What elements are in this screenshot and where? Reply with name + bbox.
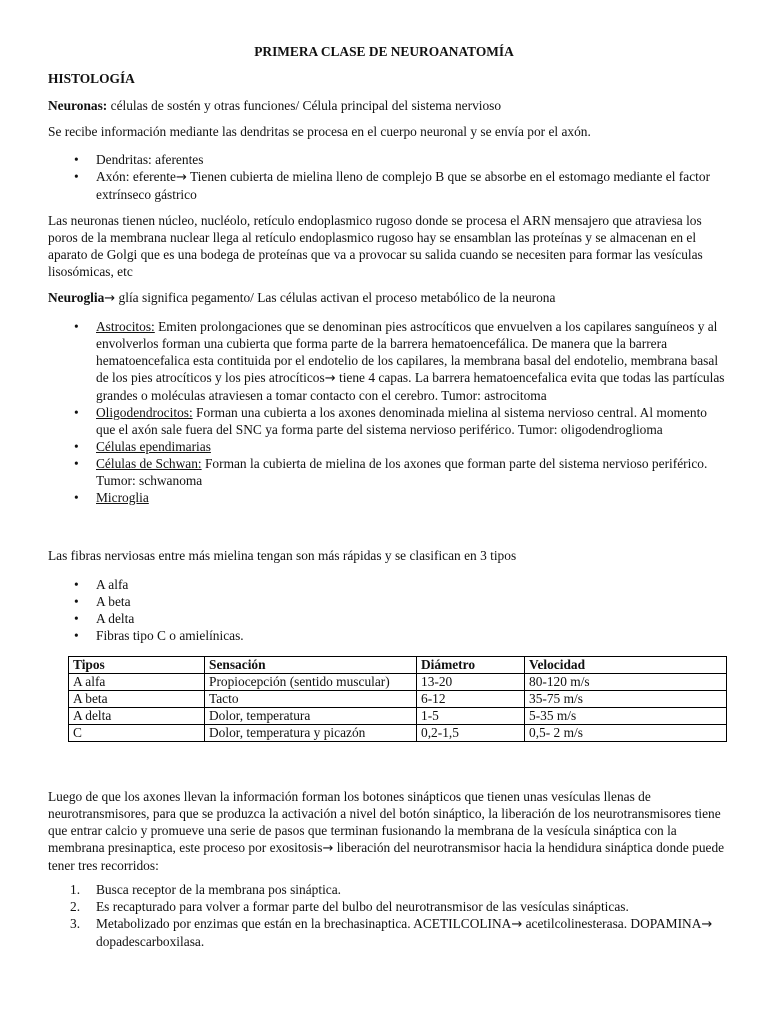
arrow-icon: →	[175, 170, 187, 185]
list-item	[48, 593, 728, 610]
neuronas-label: Neuronas:	[48, 98, 108, 113]
dendritas-text: Dendritas: aferentes	[96, 152, 204, 167]
paragraph-4	[48, 788, 728, 874]
recorrido-text: Metabolizado por enzimas que están en la brechasinaptica. ACETILCOLINA	[96, 916, 512, 931]
list-item	[48, 576, 728, 593]
table-cell: Tacto	[205, 691, 417, 708]
recorrido-text-cont: acetilcolinesterasa. DOPAMINA	[522, 916, 702, 931]
table-cell: 80-120 m/s	[525, 674, 727, 691]
neuronas-line	[48, 97, 728, 114]
glia-bullet-list	[48, 318, 728, 506]
table-cell: 13-20	[417, 674, 525, 691]
table-cell: 1-5	[417, 708, 525, 725]
recorridos-list	[48, 881, 728, 950]
table-cell: 0,5- 2 m/s	[525, 725, 727, 742]
neuronas-text: células de sostén y otras funciones/ Célula principal del sistema nervioso	[107, 98, 502, 113]
oligo-label: Oligodendrocitos:	[96, 405, 193, 420]
bullet-icon: •	[74, 319, 79, 334]
table-cell: Dolor, temperatura y picazón	[205, 725, 417, 742]
oligo-text: Forman una cubierta a los axones denominada mielina al sistema nervioso central. Al momento que el axón sale fuera del SNC ya forma parte del sistema nervioso periférico. Tumor: oligodendroglioma	[96, 405, 707, 437]
fibra-text: Fibras tipo C o amielínicas.	[96, 628, 244, 643]
paragraph-2: Las neuronas tienen núcleo, nucléolo, retículo endoplasmico rugoso donde se procesa el ARN mensajero que atraviesa los poros de la membrana nuclear llega al retículo endoplasmico rugoso hay se ensamblan las proteínas y se almacenan en el aparato de Golgi que es una bodega de proteínas que va a provocar su salida cuando se necesiten para formar las vesículas lisosómicas, etc	[48, 213, 703, 279]
list-item	[48, 151, 728, 168]
list-item	[48, 898, 728, 915]
table-cell: Propiocepción (sentido muscular)	[205, 674, 417, 691]
fibra-text: A delta	[96, 611, 135, 626]
list-number: 3.	[70, 916, 81, 931]
paragraph-1: Se recibe información mediante las dendritas se procesa en el cuerpo neuronal y se envía por el axón.	[48, 124, 591, 139]
list-item	[48, 318, 728, 404]
arrow-icon: →	[104, 291, 116, 306]
list-item	[48, 610, 728, 627]
table-cell: 35-75 m/s	[525, 691, 727, 708]
astrocitos-text: Emiten prolongaciones que se denominan pies astrocíticos que envuelven a los capilares sanguíneos y al envolverlos forman una cubierta que forma parte de la barrera hematoencefálica. De manera que la barrera hematoencefalica esta contituida por el endotelio de los capilares, la membrana basal del endotelio, membrana basal de los pies atrocíticos y los pies atrocíticos	[96, 319, 719, 385]
bullet-icon: •	[74, 594, 79, 609]
table-cell: A alfa	[69, 674, 205, 691]
table-header: Sensación	[205, 657, 417, 674]
table-cell: 6-12	[417, 691, 525, 708]
list-item	[48, 404, 728, 438]
fibras-list	[48, 576, 728, 644]
table-cell: A beta	[69, 691, 205, 708]
axon-text-cont: Tienen cubierta de mielina lleno de complejo B que se absorbe en el estomago mediante el factor extrínseco gástrico	[96, 169, 711, 202]
ependimarias-label: Células ependimarias	[96, 439, 211, 454]
schwan-label: Células de Schwan:	[96, 456, 202, 471]
arrow-icon: →	[324, 371, 336, 386]
microglia-label: Microglia	[96, 490, 149, 505]
fibras-table	[68, 656, 727, 742]
list-item	[48, 438, 728, 455]
bullet-icon: •	[74, 169, 79, 184]
axon-text: Axón: eferente	[96, 169, 176, 184]
astrocitos-text-cont: tiene 4 capas. La barrera hematoencefalica evita que todas las partículas grandes o moléculas atraviesen a tomar contacto con el cerebro. Tumor: astrocitoma	[96, 370, 725, 403]
table-cell: 0,2-1,5	[417, 725, 525, 742]
list-item	[48, 455, 728, 489]
bullet-icon: •	[74, 152, 79, 167]
arrow-icon: →	[511, 917, 523, 932]
bullet-icon: •	[74, 577, 79, 592]
list-item	[48, 915, 728, 950]
neuroglia-text: glía significa pegamento/ Las células activan el proceso metabólico de la neurona	[115, 290, 556, 305]
table-cell: C	[69, 725, 205, 742]
arrow-icon: →	[701, 917, 713, 932]
table-cell: Dolor, temperatura	[205, 708, 417, 725]
bullet-icon: •	[74, 490, 79, 505]
paragraph-4-text: Luego de que los axones llevan la información forman los botones sinápticos que tienen unas vesículas llenas de neurotransmisores, para que se produzca la activación a nivel del botón sináptico, la liberación de los neurotransmisores tiene que entrar calcio y promueve una serie de pasos que terminan fusionando la membrana de la vesícula sináptica con la membrana presinaptica, este proceso por exositosis	[48, 789, 721, 855]
table-header: Tipos	[69, 657, 205, 674]
table-header: Velocidad	[525, 657, 727, 674]
recorrido-text: Es recapturado para volver a formar parte del bulbo del neurotransmisor de las vesículas sinápticas.	[96, 899, 629, 914]
bullet-icon: •	[74, 456, 79, 471]
list-number: 1.	[70, 882, 81, 897]
table-header: Diámetro	[417, 657, 525, 674]
astrocitos-label: Astrocitos:	[96, 319, 155, 334]
table-header-row	[69, 657, 727, 674]
bullet-icon: •	[74, 628, 79, 643]
table-row	[69, 725, 727, 742]
list-item	[48, 627, 728, 644]
bullet-icon: •	[74, 439, 79, 454]
list-number: 2.	[70, 899, 81, 914]
neuroglia-line	[48, 289, 728, 307]
list-item	[48, 168, 728, 203]
table-row	[69, 674, 727, 691]
arrow-icon: →	[322, 841, 334, 856]
schwan-text: Forman la cubierta de mielina de los axones que forman parte del sistema nervioso periférico. Tumor: schwanoma	[96, 456, 708, 488]
page-title: PRIMERA CLASE DE NEUROANATOMÍA	[254, 44, 514, 59]
fibra-text: A alfa	[96, 577, 129, 592]
recorrido-text: Busca receptor de la membrana pos sináptica.	[96, 882, 342, 897]
table-cell: A delta	[69, 708, 205, 725]
list-item	[48, 489, 728, 506]
section-heading: HISTOLOGÍA	[48, 71, 135, 86]
table-cell: 5-35 m/s	[525, 708, 727, 725]
table-row	[69, 691, 727, 708]
paragraph-3: Las fibras nerviosas entre más mielina tengan son más rápidas y se clasifican en 3 tipos	[48, 548, 517, 563]
paragraph-4-text-cont: liberación del neurotransmisor hacia la hendidura sináptica donde puede tener tres recorridos:	[48, 840, 725, 873]
fibra-text: A beta	[96, 594, 131, 609]
bullet-icon: •	[74, 611, 79, 626]
table-row	[69, 708, 727, 725]
list-item	[48, 881, 728, 898]
neuron-bullet-list	[48, 151, 728, 203]
neuroglia-label: Neuroglia	[48, 290, 105, 305]
recorrido-text-end: dopadescarboxilasa.	[96, 934, 205, 949]
bullet-icon: •	[74, 405, 79, 420]
